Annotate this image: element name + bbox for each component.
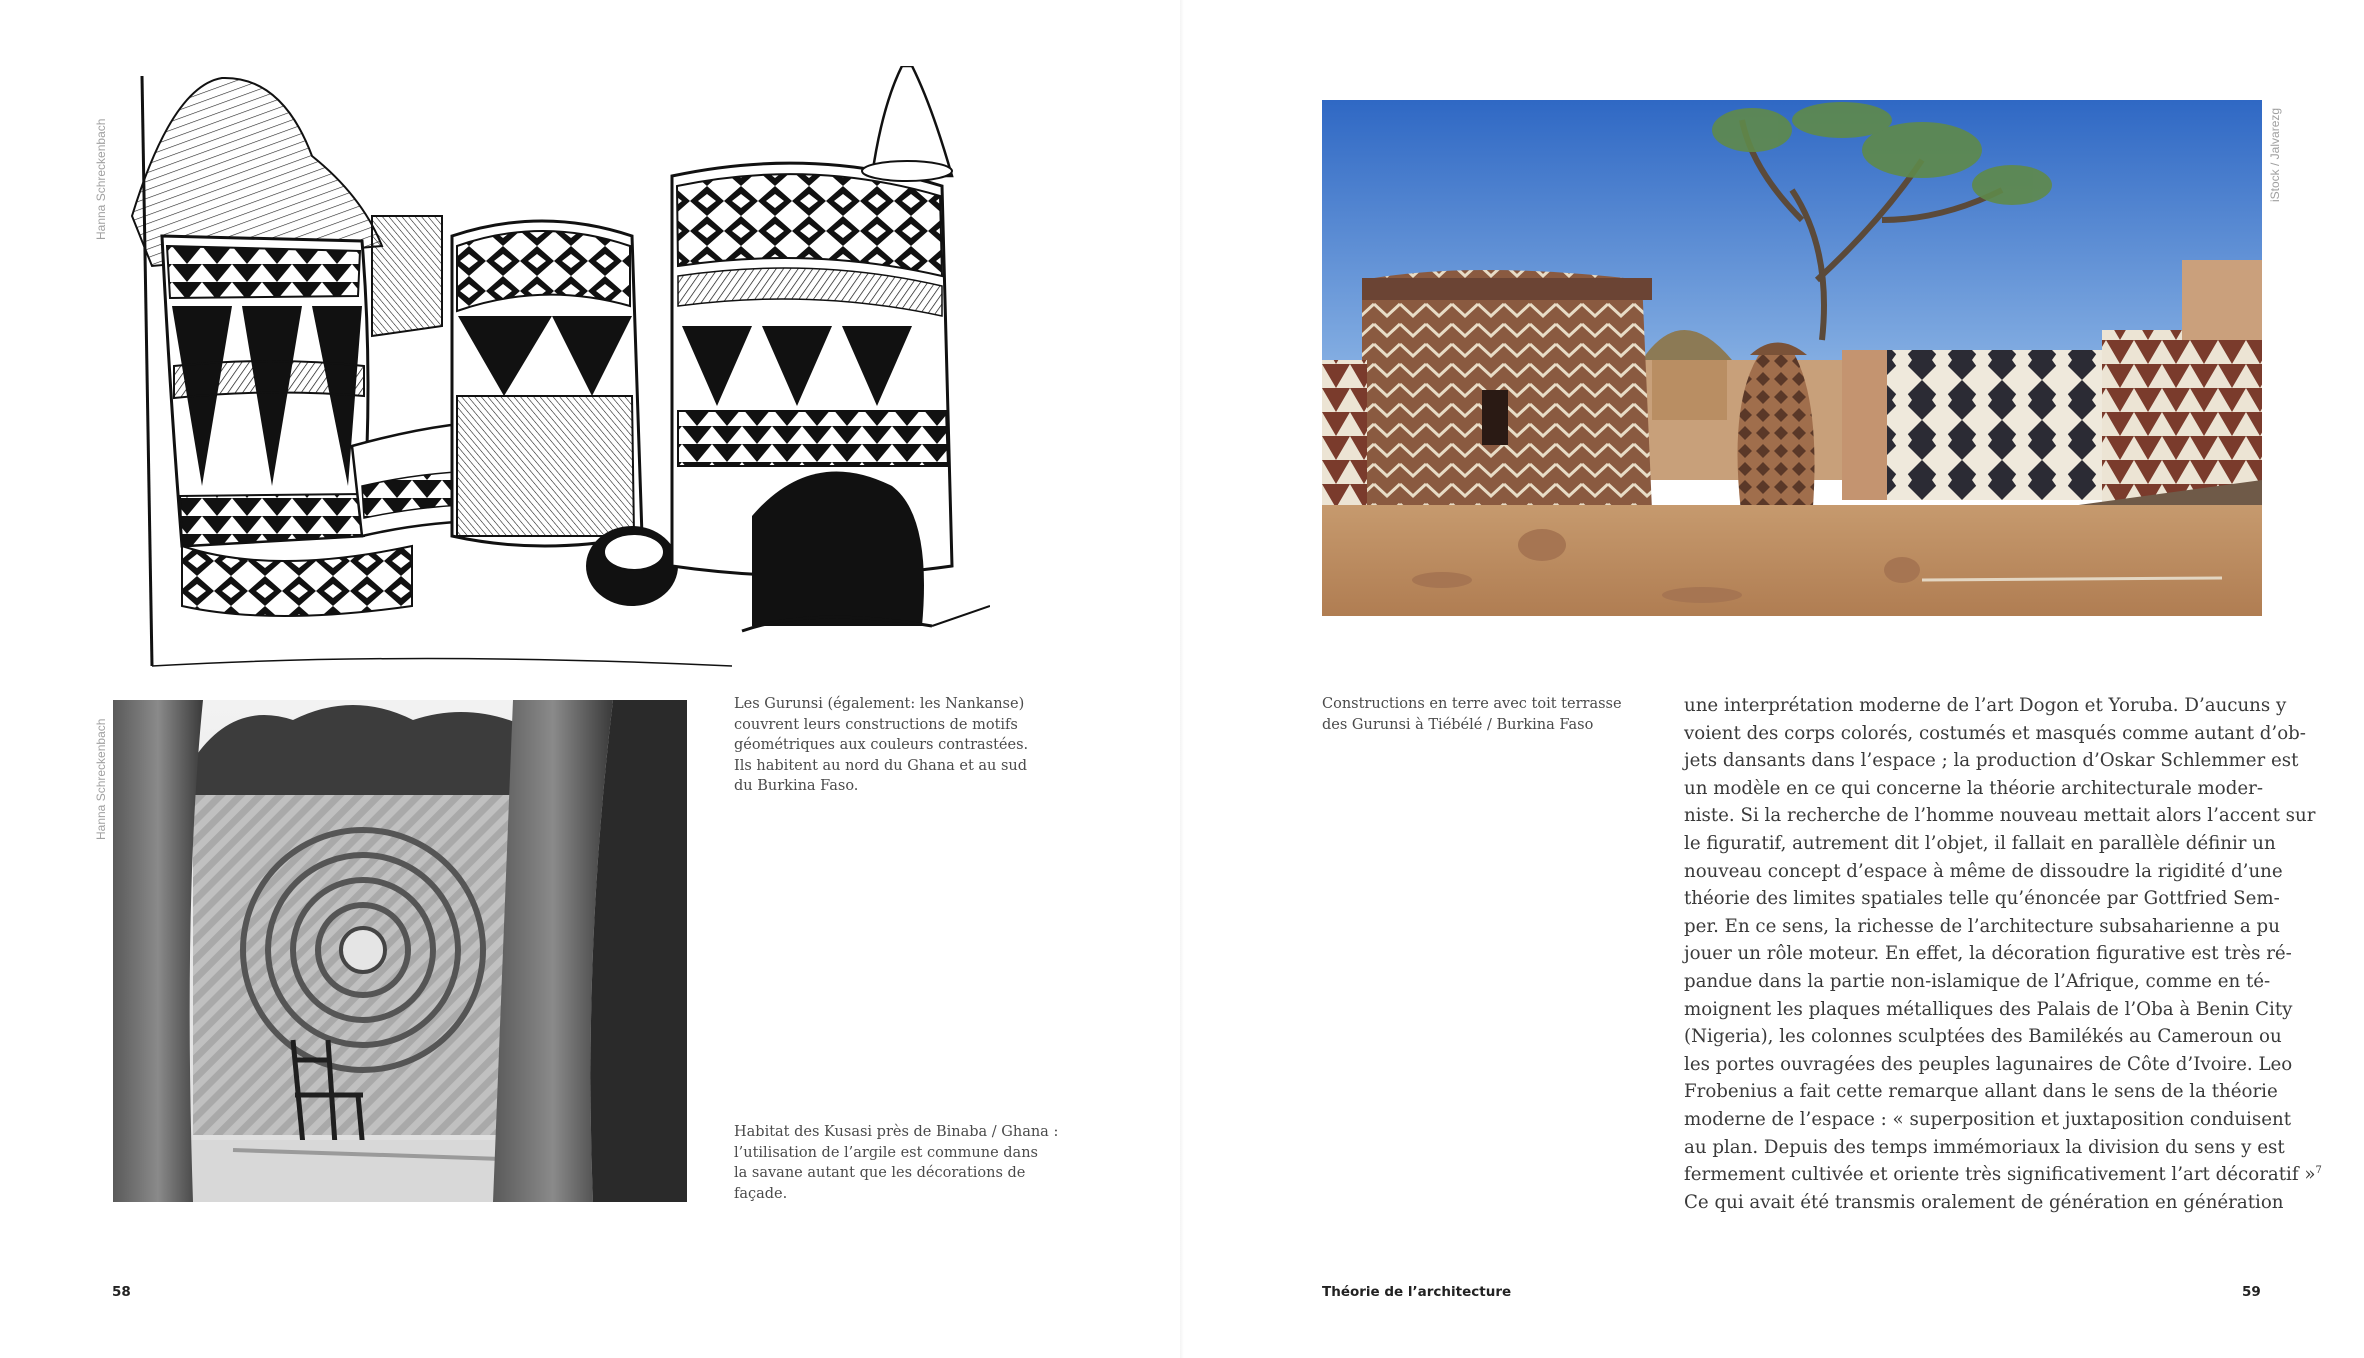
body-text-line: voient des corps colorés, costumés et masqués comme autant d’ob- — [1684, 722, 2306, 744]
body-text-line: au plan. Depuis des temps immémoriaux la division du sens y est — [1684, 1136, 2285, 1158]
body-text-line: moignent les plaques métalliques des Palais de l’Oba à Benin City — [1684, 998, 2293, 1020]
body-text-line: jets dansants dans l’espace ; la production d’Oskar Schlemmer est — [1684, 750, 2299, 772]
body-text-line: Frobenius a fait cette remarque allant dans le sens de la théorie — [1684, 1081, 2278, 1103]
body-text-line: fermement cultivée et oriente très significativement l’art décoratif »$^7$ — [1684, 1164, 2322, 1186]
gurunsi-ink-drawing — [112, 66, 990, 668]
body-text-line: Ce qui avait été transmis oralement de génération en génération — [1684, 1191, 2284, 1213]
body-text-line: pandue dans la partie non-islamique de l’Afrique, comme en té- — [1684, 970, 2271, 992]
body-text-line: nouveau concept d’espace à même de dissoudre la rigidité d’une — [1684, 860, 2283, 882]
ink-drawing-illustration — [112, 66, 990, 668]
body-text-line: (Nigeria), les colonnes sculptées des Bamilékés au Cameroun ou — [1684, 1026, 2282, 1048]
bw-photo-credit: Hanna Schreckenbach — [94, 718, 108, 840]
page-number-left: 58 — [112, 1284, 131, 1300]
body-text-line: le figuratif, autrement dit l’objet, il fallait en parallèle définir un — [1684, 832, 2276, 854]
tiebele-photo-image — [1322, 100, 2262, 616]
body-text-line: per. En ce sens, la richesse de l’architecture subsaharienne a pu — [1684, 915, 2280, 937]
color-photo-credit: iStock / Jalvarezg — [2268, 107, 2282, 202]
tiebele-color-photograph — [1322, 100, 2262, 616]
kusasi-bw-photograph — [113, 700, 687, 1202]
body-text-line: moderne de l’espace : « superposition et juxtaposition conduisent — [1684, 1108, 2291, 1130]
body-text-line: les portes ouvragées des peuples lagunaires de Côte d’Ivoire. Leo — [1684, 1053, 2293, 1075]
body-text-line: une interprétation moderne de l’art Dogon et Yoruba. D’aucuns y — [1684, 695, 2287, 716]
caption-kusasi: Habitat des Kusasi près de Binaba / Ghana : l’utilisation de l’argile est commune dans la savane autant que les décorations de façade. — [734, 1124, 1059, 1202]
page-gutter — [1180, 0, 1184, 1358]
caption-gurunsi: Les Gurunsi (également: les Nankanse) couvrent leurs constructions de motifs géométriques aux couleurs contrastées. Ils habitent au nord du Ghana et au sud du Burkina Faso. — [734, 696, 1029, 794]
drawing-credit: Hanna Schreckenbach — [94, 118, 108, 240]
body-text-line: théorie des limites spatiales telle qu’énoncée par Gottfried Sem- — [1684, 888, 2280, 910]
page-number-right: 59 — [2242, 1284, 2261, 1300]
body-text-line: un modèle en ce qui concerne la théorie architecturale moder- — [1684, 777, 2263, 799]
body-text-column — [1684, 692, 2322, 1216]
caption-tiebele: Constructions en terre avec toit terrasse des Gurunsi à Tiébélé / Burkina Faso — [1322, 696, 1622, 733]
body-text-line: jouer un rôle moteur. En effet, la décoration figurative est très ré- — [1684, 943, 2292, 965]
footnote-marker: 7 — [2315, 1165, 2322, 1177]
kusasi-photo-image — [113, 700, 687, 1202]
running-head: Théorie de l’architecture — [1322, 1284, 1512, 1300]
body-text-line: niste. Si la recherche de l’homme nouveau mettait alors l’accent sur — [1684, 805, 2316, 827]
